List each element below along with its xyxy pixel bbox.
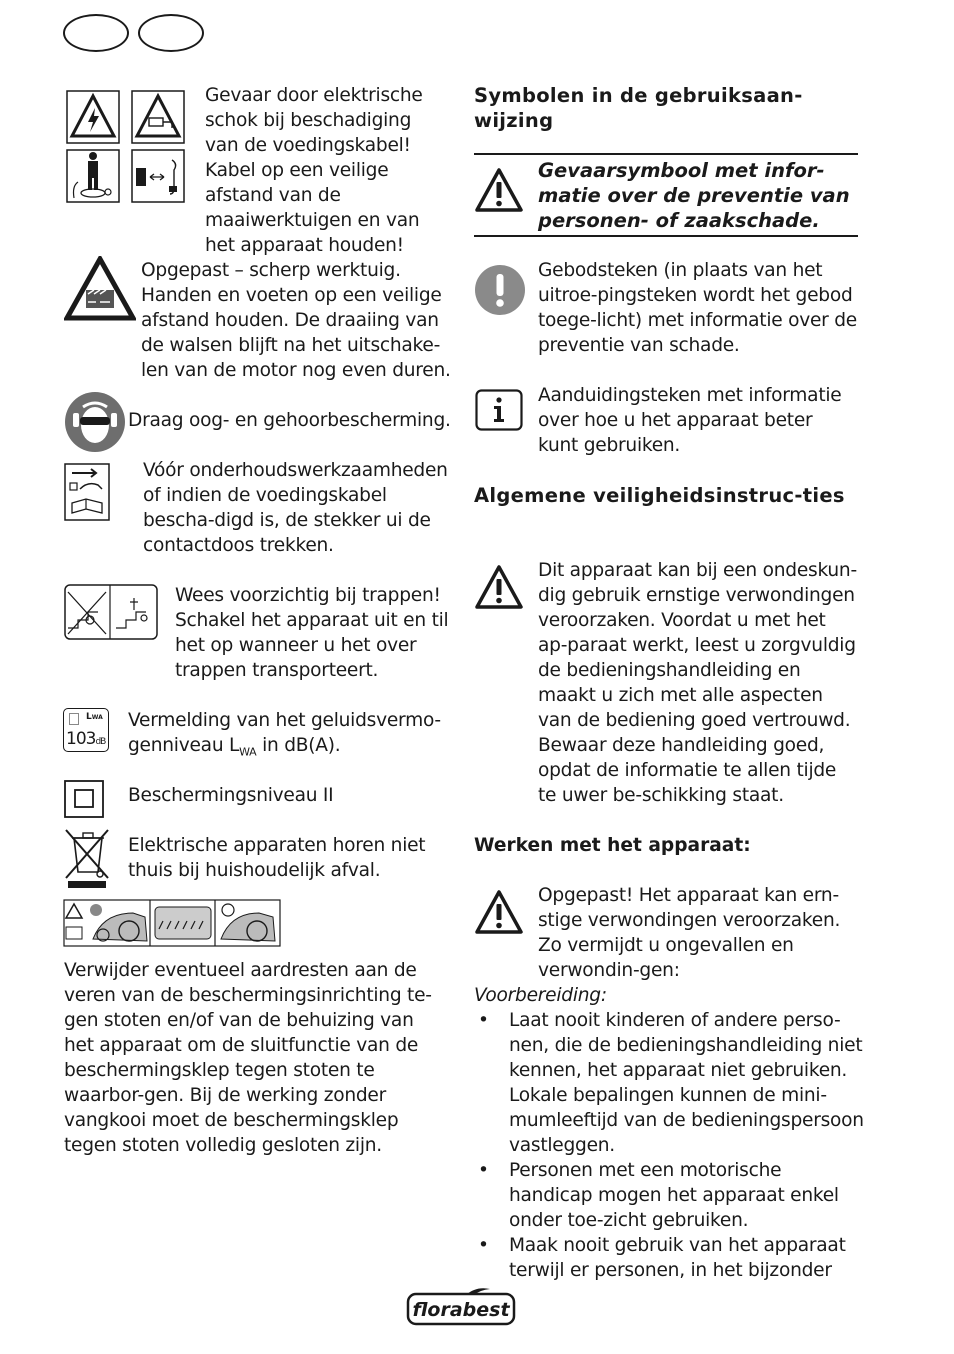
list-item: • Personen met een motorische handicap mogen het apparaat enkel onder toe-zicht gebruiken. xyxy=(474,1158,864,1233)
safety-text: Dit apparaat kan bij een ondeskun-dig gebruik ernstige verwondingen veroorzaken. Voordat u met het ap-paraat werkt, leest u zorgvuldig de bedieningshandleiding en maakt u zich met alle aspecten van de bediening goed vertrouwd. Bewaar deze handleiding goed, opdat de informatie te allen tijde te uwer be-schikking staat. xyxy=(538,560,857,806)
working-warning-icon xyxy=(474,889,524,935)
heading-working: Werken met het apparaat: xyxy=(474,835,751,856)
list-item: • Maak nooit gebruik van het apparaat terwijl er personen, in het bijzonder xyxy=(474,1233,864,1283)
sharp-tool-warning-icon xyxy=(64,256,136,322)
electric-shock-icon-group xyxy=(66,90,186,204)
danger-warning-icon xyxy=(474,167,524,213)
heading-symbols: Symbolen in de gebruiksaan-wijzing xyxy=(474,84,803,132)
protection-class-icon xyxy=(64,780,104,818)
sound-level-text xyxy=(128,708,448,758)
maintenance-unplug-icon xyxy=(64,463,110,521)
divider-top xyxy=(474,153,858,155)
left-paragraph: Verwijder eventueel aardresten aan de veren van de beschermingsinrichting te-gen stoten en/of van de behuizing van het apparaat om de sluitfunctie van de beschermingsklep tegen stoten te waarbor-gen. Bij de werking zonder vangkooi moet de beschermingsklep tegen stoten volledig gesloten zijn. xyxy=(64,960,432,1156)
maintenance-text: Vóór onderhoudswerkzaamheden of indien de voedingskabel bescha-digd is, de stekker ui de contactdoos trekken. xyxy=(143,460,448,556)
danger-symbol-text: Gevaarsymbool met infor-matie over de preventie van personen- of zaakschade. xyxy=(538,159,850,232)
scarifier-warning-strip xyxy=(63,899,281,947)
sound-badge-value: 103 xyxy=(66,729,96,749)
protection-class-text: Beschermingsniveau II xyxy=(128,785,334,806)
working-warning-text: Opgepast! Het apparaat kan ern-stige verwondingen veroorzaken. Zo vermijdt u ongevallen en verwondin-gen: xyxy=(538,885,841,981)
mandatory-sign-icon xyxy=(474,264,526,316)
info-sign-icon xyxy=(475,389,523,431)
preparation-label: Voorbereiding: xyxy=(474,985,607,1006)
heading-safety: Algemene veiligheidsinstruc-ties xyxy=(474,484,845,507)
cable-warning-icon xyxy=(132,91,184,143)
florabest-logo xyxy=(406,1286,516,1326)
sound-badge-sub: WA xyxy=(91,714,103,721)
brand-text: florabest xyxy=(412,1299,510,1321)
language-oval-left xyxy=(63,14,129,52)
divider-bottom xyxy=(474,235,858,237)
disposal-text: Elektrische apparaten horen niet thuis bij huishoudelijk afval. xyxy=(128,835,426,881)
electric-shock-text: Gevaar door elektrische schok bij beschadiging van de voedingskabel! Kabel op een veilige afstand van de maaiwerktuigen en van het apparaat houden! xyxy=(205,85,423,256)
stairs-text: Wees voorzichtig bij trappen! Schakel het apparaat uit en til het op wanneer u het over trappen transporteert. xyxy=(175,585,449,681)
safety-warning-icon xyxy=(474,564,524,610)
lightning-warning-icon xyxy=(67,91,119,143)
stairs-warning-icon xyxy=(64,584,158,640)
sound-text-sub: WA xyxy=(239,745,257,759)
list-item: • Laat nooit kinderen of andere perso-nen, die de bedieningshandleiding niet kennen, het apparaat niet gebruiken. Lokale bepalingen kunnen de mini-mumleeftijd van de bedieningspersoon vastleggen. xyxy=(474,1008,864,1158)
info-sign-text: Aanduidingsteken met informatie over hoe u het apparaat beter kunt gebruiken. xyxy=(538,385,842,456)
eye-ear-protection-icon xyxy=(63,391,127,453)
sound-level-badge xyxy=(63,708,109,752)
language-oval-right xyxy=(138,14,204,52)
preparation-list xyxy=(474,1008,864,1283)
sharp-tool-text: Opgepast – scherp werktuig. Handen en voeten op een veilige afstand houden. De draaiing van de walsen blijft na het uitschake-len van de motor nog even duren. xyxy=(141,260,451,381)
sound-text-main: Vermelding van het geluidsvermo-genniveau L xyxy=(128,710,441,756)
sound-badge-label: L xyxy=(86,712,92,722)
sound-text-tail: in dB(A). xyxy=(256,735,341,756)
person-mower-icon xyxy=(67,150,119,202)
sound-badge-unit: dB xyxy=(95,737,106,747)
speaker-icon xyxy=(69,713,79,725)
unplug-icon xyxy=(132,150,184,202)
mandatory-sign-text: Gebodsteken (in plaats van het uitroe-pingsteken wordt het gebod toege-licht) met informatie over de preventie van schade. xyxy=(538,260,857,356)
eye-ear-text: Draag oog- en gehoorbescherming. xyxy=(128,410,451,431)
disposal-bin-icon xyxy=(64,828,110,890)
